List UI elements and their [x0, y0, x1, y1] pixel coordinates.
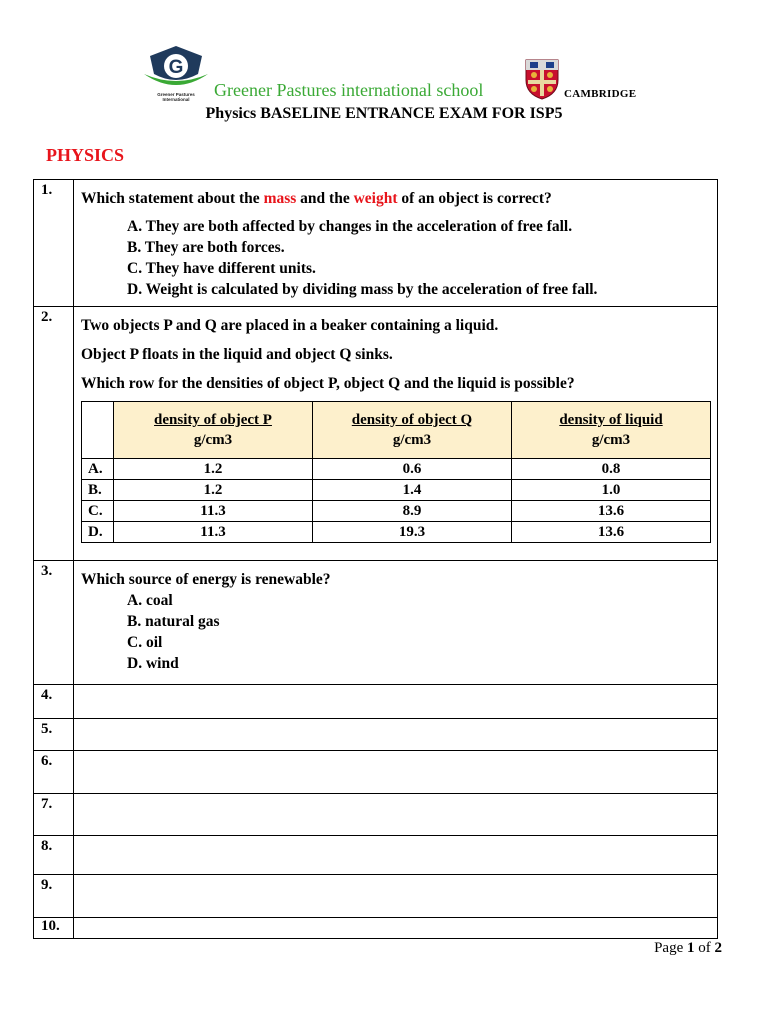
question-number: 6.	[34, 751, 74, 794]
option-d: D. wind	[127, 655, 179, 672]
question-number: 4.	[34, 685, 74, 719]
question-number: 9.	[34, 875, 74, 918]
answer-space	[74, 794, 718, 836]
density-q-cell: 0.6	[313, 459, 512, 480]
density-p-cell: 11.3	[114, 522, 313, 543]
density-q-cell: 19.3	[313, 522, 512, 543]
question-number: 1.	[34, 180, 74, 307]
row-label: B.	[82, 480, 114, 501]
weight-keyword: weight	[353, 190, 398, 207]
option-b: B. They are both forces.	[127, 239, 285, 256]
header-density-liquid: density of liquid g/cm3	[512, 402, 711, 459]
question-row-5	[34, 719, 718, 751]
density-p-cell: 1.2	[114, 480, 313, 501]
row-label: C.	[82, 501, 114, 522]
header-density-p: density of object P g/cm3	[114, 402, 313, 459]
question-row-8	[34, 836, 718, 875]
density-liquid-cell: 13.6	[512, 501, 711, 522]
answer-space	[74, 875, 718, 918]
answer-space	[74, 751, 718, 794]
question-row-6	[34, 751, 718, 794]
question-row-1	[34, 180, 718, 307]
exam-title: Physics BASELINE ENTRANCE EXAM FOR ISP5	[205, 105, 563, 122]
question-number: 3.	[34, 561, 74, 685]
density-row-a	[82, 459, 711, 480]
question-row-10	[34, 918, 718, 939]
density-liquid-cell: 0.8	[512, 459, 711, 480]
density-table	[81, 401, 711, 543]
question-2-line-3: Which row for the densities of object P, object Q and the liquid is possible?	[81, 375, 575, 392]
density-header-row	[82, 402, 711, 459]
density-q-cell: 1.4	[313, 480, 512, 501]
school-logo	[140, 44, 212, 104]
question-row-2	[34, 307, 718, 561]
question-2-line-2: Object P floats in the liquid and object Q sinks.	[81, 346, 393, 363]
question-number: 2.	[34, 307, 74, 561]
cambridge-label: CAMBRIDGE	[564, 88, 637, 100]
question-row-3	[34, 561, 718, 685]
density-p-cell: 11.3	[114, 501, 313, 522]
option-c: C. oil	[127, 634, 163, 651]
question-row-7	[34, 794, 718, 836]
page-number: Page 1 of 2	[654, 940, 722, 956]
question-number: 10.	[34, 918, 74, 939]
school-name: Greener Pastures international school	[214, 80, 484, 100]
question-2-line-1: Two objects P and Q are placed in a beaker containing a liquid.	[81, 317, 499, 334]
option-a: A. They are both affected by changes in the acceleration of free fall.	[127, 218, 573, 235]
answer-space	[74, 719, 718, 751]
header-density-q: density of object Q g/cm3	[313, 402, 512, 459]
answer-space	[74, 836, 718, 875]
question-table	[33, 179, 718, 939]
density-row-d	[82, 522, 711, 543]
answer-space	[74, 918, 718, 939]
question-number: 8.	[34, 836, 74, 875]
question-row-4	[34, 685, 718, 719]
logo-caption: Greener Pastures	[157, 92, 195, 97]
question-row-9	[34, 875, 718, 918]
svg-text:International: International	[162, 97, 190, 102]
row-label: A.	[82, 459, 114, 480]
density-p-cell: 1.2	[114, 459, 313, 480]
question-number: 7.	[34, 794, 74, 836]
svg-text:G: G	[168, 57, 184, 78]
question-number: 5.	[34, 719, 74, 751]
density-liquid-cell: 13.6	[512, 522, 711, 543]
row-label: D.	[82, 522, 114, 543]
option-d: D. Weight is calculated by dividing mass by the acceleration of free fall.	[127, 281, 598, 298]
question-1-text: Which statement about the mass and the weight of an object is correct?	[81, 190, 552, 207]
density-q-cell: 8.9	[313, 501, 512, 522]
section-title: PHYSICS	[46, 145, 125, 165]
option-a: A. coal	[127, 592, 173, 609]
answer-space	[74, 685, 718, 719]
density-liquid-cell: 1.0	[512, 480, 711, 501]
mass-keyword: mass	[263, 190, 297, 207]
option-c: C. They have different units.	[127, 260, 316, 277]
question-3-text: Which source of energy is renewable?	[81, 571, 331, 588]
density-row-b	[82, 480, 711, 501]
cambridge-crest-icon	[524, 58, 560, 100]
density-row-c	[82, 501, 711, 522]
option-b: B. natural gas	[127, 613, 220, 630]
